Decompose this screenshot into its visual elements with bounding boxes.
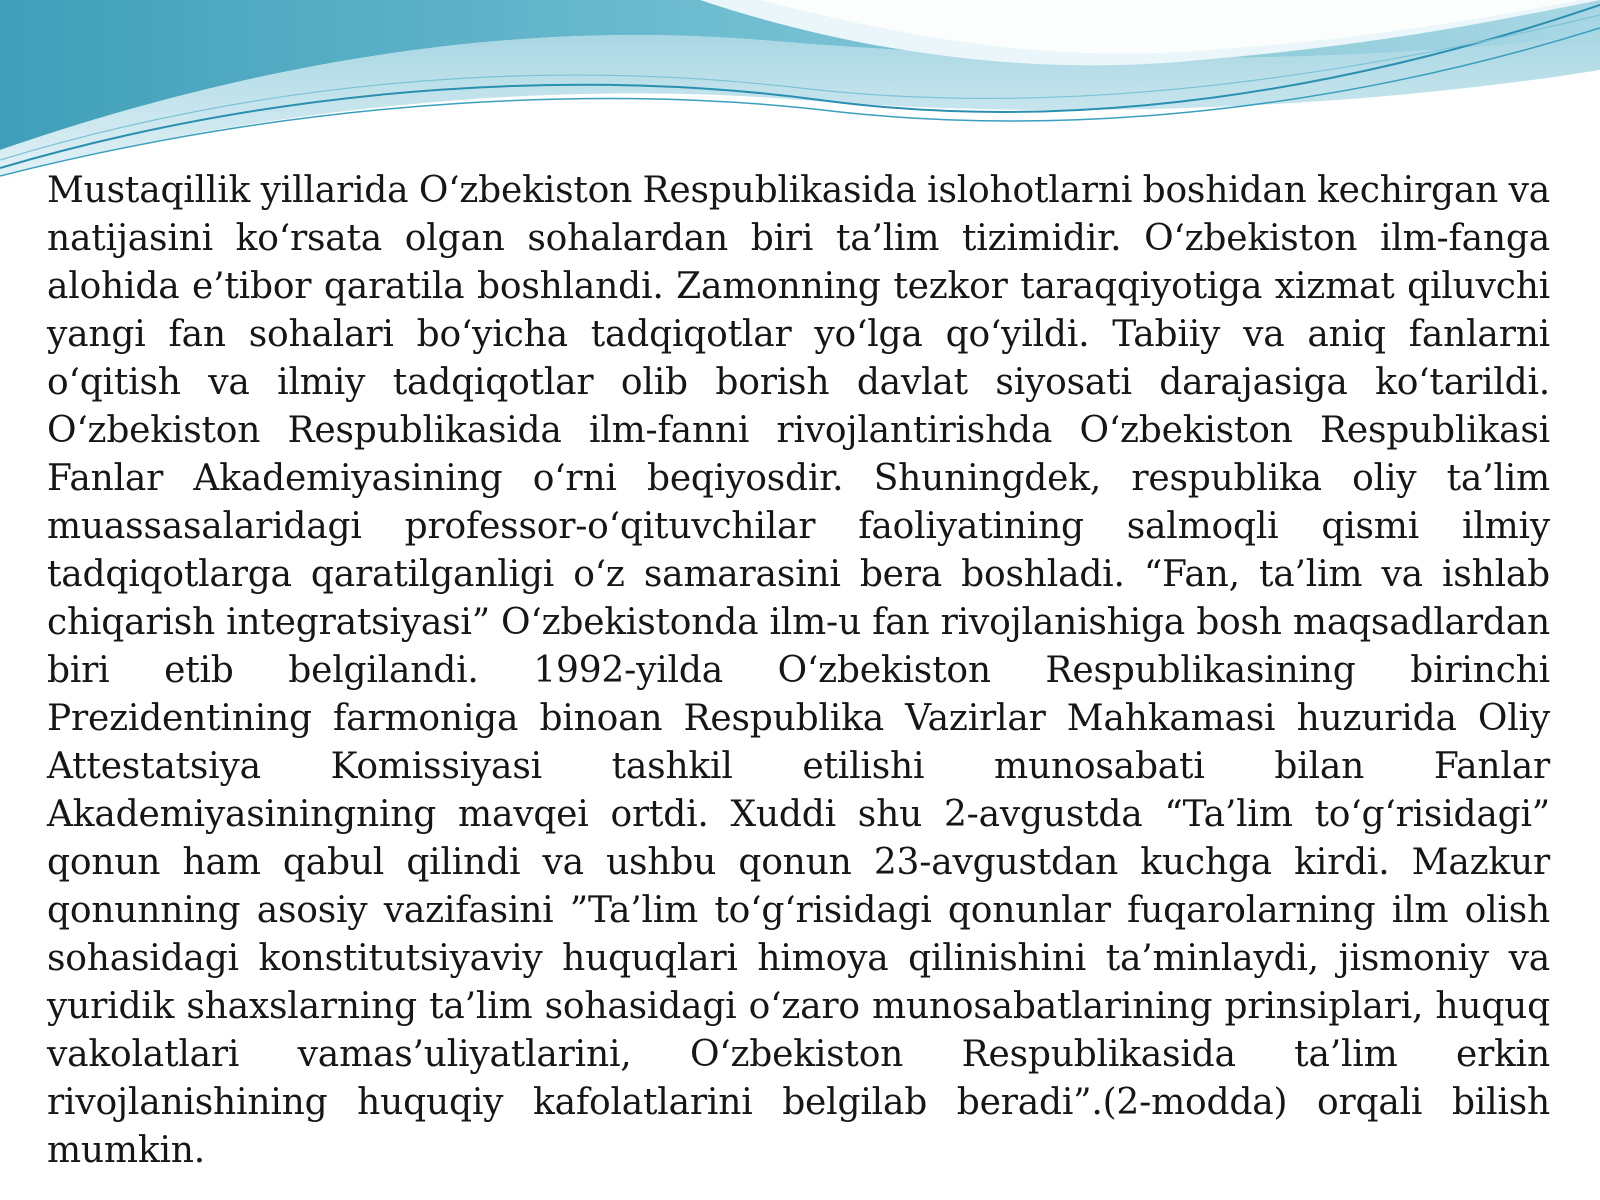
body-paragraph: Mustaqillik yillarida O‘zbekiston Respublikasida islohotlarni boshidan kechirgan va natijasini ko‘rsata olgan sohalardan biri ta’lim tizimidir. O‘zbekiston ilm-fanga alohida e’tibor qaratila boshlandi. Zamonning tezkor taraqqiyotiga xizmat qiluvchi yangi fan sohalari bo‘yicha tadqiqotlar yo‘lga qo‘yildi. Tabiiy va aniq fanlarni o‘qitish va ilmiy tadqiqotlar olib borish davlat siyosati darajasiga ko‘tarildi. O‘zbekiston Respublikasida ilm-fanni rivojlantirishda O‘zbekiston Respublikasi Fanlar Akademiyasining o‘rni beqiyosdir. Shuningdek, respublika oliy ta’lim muassasalaridagi professor-o‘qituvchilar faoliyatining salmoqli qismi ilmiy tadqiqotlarga qaratilganligi o‘z samarasini bera boshladi. “Fan, ta’lim va ishlab chiqarish integratsiyasi” O‘zbekistonda ilm-u fan rivojlanishiga bosh maqsadlardan biri etib belgilandi. 1992-yilda O‘zbekiston Respublikasining birinchi Prezidentining farmoniga binoan Respublika Vazirlar Mahkamasi huzurida Oliy Attestatsiya Komissiyasi tashkil etilishi munosabati bilan Fanlar Akademiyasiningning mavqei ortdi. Xuddi shu 2-avgustda “Ta’lim to‘g‘risidagi” qonun ham qabul qilindi va ushbu qonun 23-avgustdan kuchga kirdi. Mazkur qonunning asosiy vazifasini ”Ta’lim to‘g‘risidagi qonunlar fuqarolarning ilm olish sohasidagi konstitutsiyaviy huquqlari himoya qilinishini ta’minlaydi, jismoniy va yuridik shaxslarning ta’lim sohasidagi o‘zaro munosabatlarining prinsiplari, huquq vakolatlari vamas’uliyatlarini, O‘zbekiston Respublikasida ta’lim erkin rivojlanishining huquqiy kafolatlarini belgilab beradi”.(2-modda) orqali bilish mumkin. xyxy=(47,170,1550,1171)
